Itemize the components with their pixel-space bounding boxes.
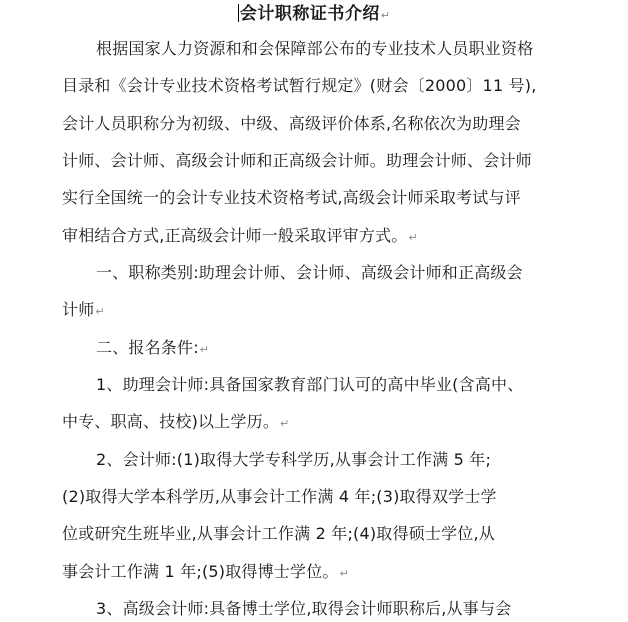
body-line: 位或研究生班毕业,从事会计工作满 2 年;(4)取得硕士学位,从 [62, 524, 495, 543]
text-cursor [238, 4, 239, 22]
document-title: 会计职称证书介绍 [239, 4, 380, 24]
body-line: 根据国家人力资源和和会保障部公布的专业技术人员职业资格 [96, 39, 534, 58]
paragraph-mark-icon: ↵ [199, 343, 210, 356]
body-line: 计师↵ [62, 300, 105, 319]
body-line: 3、高级会计师:具备博士学位,取得会计师职称后,从事与会 [96, 599, 512, 618]
paragraph-mark-icon: ↵ [95, 305, 105, 318]
body-line: 实行全国统一的会计专业技术资格考试,高级会计师采取考试与评 [62, 188, 521, 207]
body-line: 一、职称类别:助理会计师、会计师、高级会计师和正高级会 [96, 263, 523, 282]
body-line: 2、会计师:(1)取得大学专科学历,从事会计工作满 5 年; [96, 450, 492, 469]
title-row [0, 2, 628, 28]
body-line: 中专、职高、技校)以上学历。↵ [62, 412, 290, 431]
body-line: (2)取得大学本科学历,从事会计工作满 4 年;(3)取得双学士学 [62, 487, 497, 506]
body-line: 目录和《会计专业技术资格考试暂行规定》(财会〔2000〕11 号), [62, 76, 537, 95]
body-line: 审相结合方式,正高级会计师一般采取评审方式。↵ [62, 226, 418, 245]
body-line: 事会计工作满 1 年;(5)取得博士学位。↵ [62, 562, 350, 581]
body-line: 会计人员职称分为初级、中级、高级评价体系,名称依次为助理会 [62, 114, 521, 133]
paragraph-mark-icon: ↵ [408, 231, 418, 244]
paragraph-mark-icon: ↵ [339, 567, 350, 580]
paragraph-mark-icon: ↵ [380, 9, 391, 22]
body-line: 二、报名条件:↵ [96, 338, 210, 357]
paragraph-mark-icon: ↵ [280, 417, 290, 430]
body-line: 计师、会计师、高级会计师和正高级会计师。助理会计师、会计师 [62, 151, 532, 170]
body-line: 1、助理会计师:具备国家教育部门认可的高中毕业(含高中、 [96, 375, 524, 394]
